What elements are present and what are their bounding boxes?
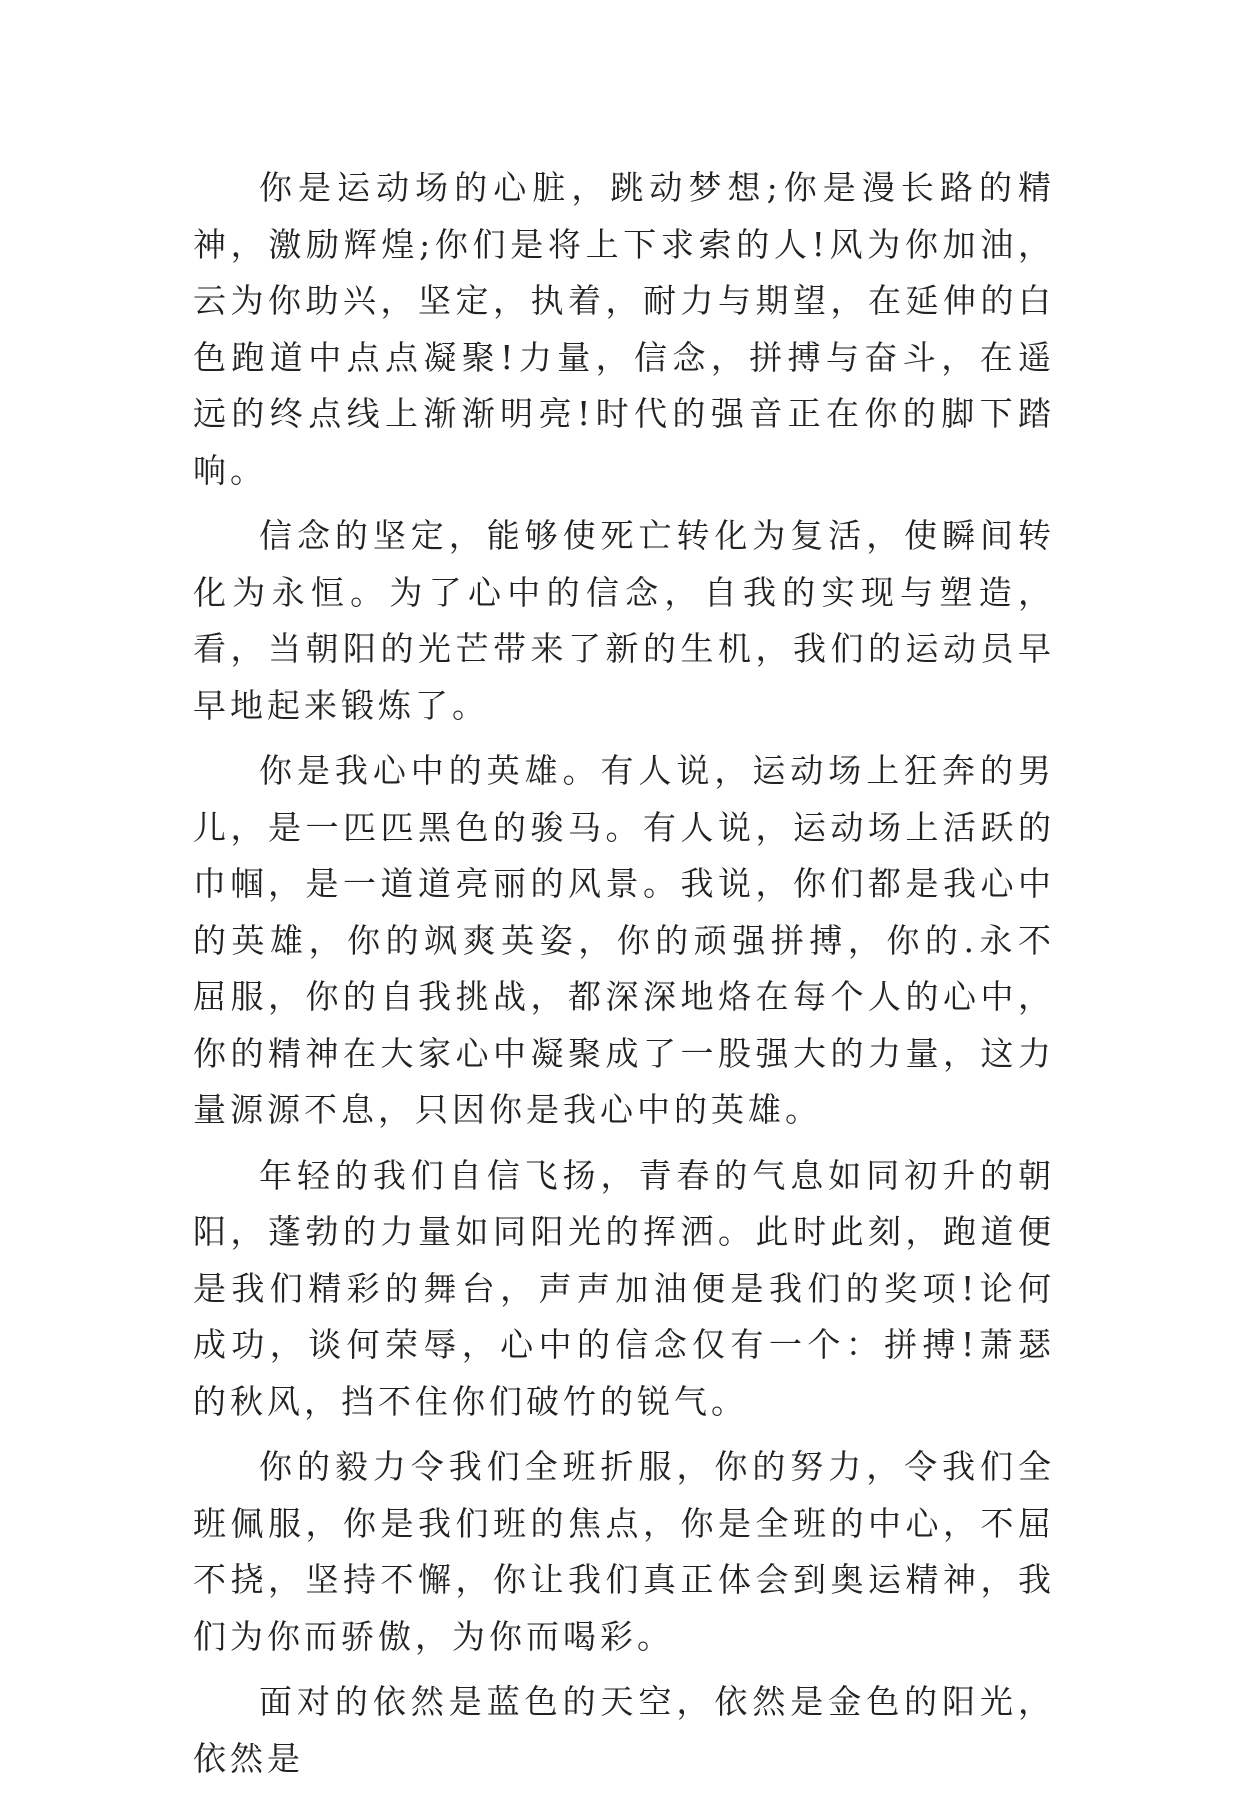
document-body xyxy=(193,160,1055,1796)
paragraph-5: 你的毅力令我们全班折服，你的努力，令我们全班佩服，你是我们班的焦点，你是全班的中心，不屈不挠，坚持不懈，你让我们真正体会到奥运精神，我们为你而骄傲，为你而喝彩。 xyxy=(193,1447,1055,1656)
paragraph-2: 信念的坚定，能够使死亡转化为复活，使瞬间转化为永恒。为了心中的信念，自我的实现与塑造，看，当朝阳的光芒带来了新的生机，我们的运动员早早地起来锻炼了。 xyxy=(193,516,1055,725)
paragraph-6: 面对的依然是蓝色的天空，依然是金色的阳光，依然是 xyxy=(193,1682,1055,1778)
paragraph-1: 你是运动场的心脏，跳动梦想;你是漫长路的精神，激励辉煌;你们是将上下求索的人!风为你加油，云为你助兴，坚定，执着，耐力与期望，在延伸的白色跑道中点点凝聚!力量，信念，拼搏与奋斗，在遥远的终点线上渐渐明亮!时代的强音正在你的脚下踏响。 xyxy=(193,168,1055,490)
paragraph-4: 年轻的我们自信飞扬，青春的气息如同初升的朝阳，蓬勃的力量如同阳光的挥洒。此时此刻，跑道便是我们精彩的舞台，声声加油便是我们的奖项!论何成功，谈何荣辱，心中的信念仅有一个：拼搏!萧瑟的秋风，挡不住你们破竹的锐气。 xyxy=(193,1155,1055,1421)
paragraph-3: 你是我心中的英雄。有人说，运动场上狂奔的男儿，是一匹匹黑色的骏马。有人说，运动场上活跃的巾帼，是一道道亮丽的风景。我说，你们都是我心中的英雄，你的飒爽英姿，你的顽强拼搏，你的.永不屈服，你的自我挑战，都深深地烙在每个人的心中，你的精神在大家心中凝聚成了一股强大的力量，这力量源源不息，只因你是我心中的英雄。 xyxy=(193,751,1055,1129)
